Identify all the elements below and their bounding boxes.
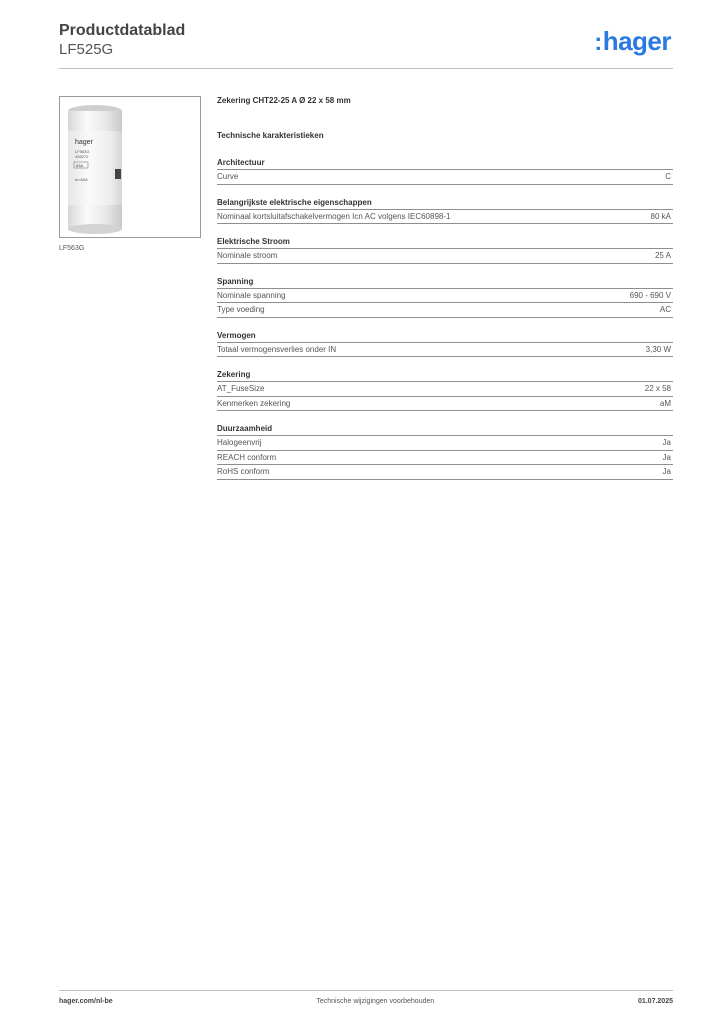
footer-date: 01.07.2025 bbox=[637, 998, 673, 1005]
spec-section bbox=[217, 423, 673, 480]
fuse-line-4: In=63A bbox=[75, 177, 88, 182]
spec-label: REACH conform bbox=[217, 452, 277, 462]
spec-value: AC bbox=[659, 305, 671, 314]
spec-value: Ja bbox=[662, 438, 671, 447]
spec-label: Kenmerken zekering bbox=[217, 398, 291, 408]
spec-label: Totaal vermogensverlies onder IN bbox=[217, 344, 337, 354]
spec-label: RoHS conform bbox=[217, 467, 270, 476]
spec-value: 3,30 W bbox=[645, 344, 671, 354]
page-header bbox=[59, 22, 673, 70]
spec-label: Type voeding bbox=[217, 305, 265, 314]
spec-row bbox=[217, 303, 673, 318]
spec-row bbox=[217, 289, 673, 304]
section-title: Zekering bbox=[217, 369, 673, 382]
spec-row bbox=[217, 210, 673, 225]
spec-label: Halogeenvrij bbox=[217, 438, 262, 447]
spec-label: Nominale spanning bbox=[217, 290, 286, 300]
spec-value: Ja bbox=[662, 452, 671, 462]
section-title: Belangrijkste elektrische eigenschappen bbox=[217, 197, 673, 210]
spec-row bbox=[217, 249, 673, 264]
spec-label: Nominale stroom bbox=[217, 251, 278, 260]
spec-value: 80 kA bbox=[650, 211, 671, 221]
spec-row bbox=[217, 436, 673, 451]
header-divider bbox=[59, 68, 673, 69]
footer-website-link[interactable]: hager.com/nl-be bbox=[59, 998, 113, 1005]
fuse-line-1: LF563G bbox=[75, 149, 90, 154]
section-title: Elektrische Stroom bbox=[217, 236, 673, 249]
product-photo bbox=[59, 96, 201, 238]
spec-label: Curve bbox=[217, 172, 239, 181]
spec-row bbox=[217, 382, 673, 397]
fuse-line-2: 406272 bbox=[75, 154, 89, 159]
spec-value: 25 A bbox=[654, 251, 671, 260]
hager-logo[interactable] bbox=[594, 26, 671, 57]
spec-label: AT_FuseSize bbox=[217, 384, 265, 393]
fuse-brand-text: hager bbox=[75, 139, 93, 146]
spec-section bbox=[217, 157, 673, 185]
spec-section bbox=[217, 197, 673, 225]
logo-dots: : bbox=[594, 29, 602, 56]
spec-heading: Technische karakteristieken bbox=[217, 131, 324, 140]
spec-label: Nominaal kortsluitafschakelvermogen Icn AC volgens IEC60898-1 bbox=[217, 211, 451, 221]
spec-row bbox=[217, 397, 673, 412]
footer-disclaimer: Technische wijzigingen voorbehouden bbox=[316, 998, 435, 1005]
section-title: Duurzaamheid bbox=[217, 423, 673, 436]
section-title: Vermogen bbox=[217, 330, 673, 343]
spec-section bbox=[217, 236, 673, 264]
spec-row bbox=[217, 465, 673, 480]
fuse-line-3: 63A bbox=[76, 163, 84, 168]
fuse-illustration bbox=[65, 101, 195, 235]
spec-value: 22 x 58 bbox=[644, 384, 671, 393]
spec-row bbox=[217, 343, 673, 358]
spec-row bbox=[217, 451, 673, 466]
product-name: Zekering CHT22-25 A Ø 22 x 58 mm bbox=[217, 96, 351, 105]
specification-panel bbox=[217, 94, 673, 480]
section-title: Architectuur bbox=[217, 157, 673, 170]
section-title: Spanning bbox=[217, 276, 673, 289]
spec-value: Ja bbox=[662, 467, 671, 476]
photo-caption: LF563G bbox=[59, 245, 85, 252]
spec-sections bbox=[217, 157, 673, 480]
footer-divider bbox=[59, 990, 673, 991]
logo-wordmark: hager bbox=[602, 26, 671, 56]
document-title: Productdatablad bbox=[59, 22, 186, 39]
spec-value: 690 - 690 V bbox=[629, 290, 671, 300]
spec-section bbox=[217, 276, 673, 318]
spec-section bbox=[217, 369, 673, 411]
spec-row bbox=[217, 170, 673, 185]
spec-section bbox=[217, 330, 673, 358]
spec-value: C bbox=[665, 172, 671, 181]
spec-value: aM bbox=[659, 398, 671, 408]
page-footer bbox=[59, 998, 673, 1005]
product-reference: LF525G bbox=[59, 41, 114, 58]
